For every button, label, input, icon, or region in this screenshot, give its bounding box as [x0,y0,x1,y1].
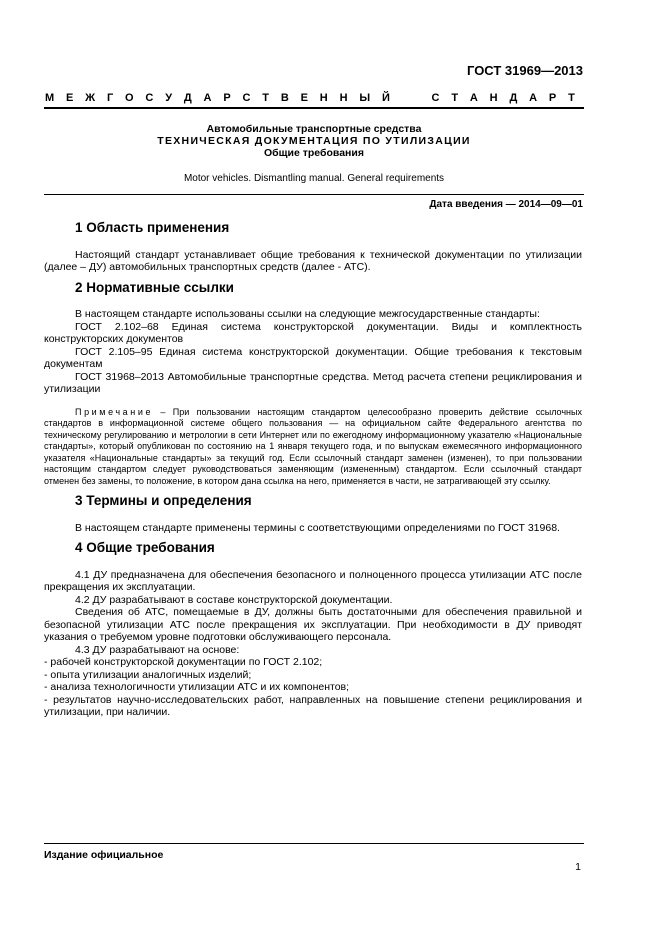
section-4-list-item: - опыта утилизации аналогичных изделий; [44,668,252,681]
section-4-list-item: - анализа технологичности утилизации АТС и их компонентов; [44,681,350,693]
banner-letter: Д [183,92,192,104]
banner-letter: А [529,92,538,104]
english-title: Motor vehicles. Dismantling manual. General requirements [183,173,445,184]
banner-letter: А [469,92,478,104]
title-line-1: Автомобильные транспортные средства [206,123,422,135]
banner-letter: Т [451,92,459,104]
section-4-list-item: - рабочей конструкторской документации по ГОСТ 2.102; [44,656,323,668]
banner-letter: Т [568,92,575,104]
section-4-list-item: - результатов научно-исследовательских работ, направленных на повышение степени рециклирования и утилизации, при наличии. [44,693,582,718]
banner-letter: Н [339,92,348,104]
document-title-block [44,123,584,159]
introduction-date: Дата введения — 2014—09—01 [429,199,583,210]
section-4-paragraph-1: 4.1 ДУ предназначена для обеспечения безопасного и полноценного процесса утилизации АТС после прекращения их эксплуатации. [44,568,582,593]
banner-letter: Н [319,92,328,104]
section-3-paragraph: В настоящем стандарте применены термины с соответствующими определениями по ГОСТ 31968. [75,521,560,534]
banner-letter: М [45,92,55,104]
section-4-paragraph-4: 4.3 ДУ разрабатывают на основе: [75,643,240,656]
header-rule [44,107,584,109]
banner-letter: О [125,92,134,104]
banner-letter: Е [66,92,74,104]
document-body [44,214,582,719]
banner-letter: Д [509,92,518,104]
banner-letter: Г [106,92,114,104]
banner-letter: Й [381,92,390,104]
banner-letter: Ж [85,92,96,104]
banner-letter: С [242,92,251,104]
banner-letter: Е [300,92,308,104]
note-label: Примечание [75,406,154,417]
section-2-note [44,407,582,488]
banner-letter: С [431,92,440,104]
section-4-heading: 4 Общие требования [75,540,215,555]
banner-letter: Т [262,92,270,104]
footer-rule [44,843,584,844]
section-2-paragraph-2: ГОСТ 2.102–68 Единая система конструкторской документации. Виды и комплектность конструкторских документов [44,320,582,345]
section-2-heading: 2 Нормативные ссылки [75,279,234,295]
section-1-heading: 1 Область применения [75,220,230,235]
banner-letter: У [165,92,173,104]
section-3-heading: 3 Термины и определения [75,493,252,508]
title-line-2: ТЕХНИЧЕСКАЯ ДОКУМЕНТАЦИЯ ПО УТИЛИЗАЦИИ [157,135,471,147]
banner-letter: Ы [359,92,371,104]
section-4-paragraph-3: Сведения об АТС, помещаемые в ДУ, должны быть достаточными для обеспечения правильной и безопасной утилизации АТС после прекращения их эксплуатации. При необходимости в ДУ приводят указания о требуемом уровне подготовки обслуживающего персонала. [44,606,582,643]
title-rule [44,194,584,195]
title-line-3: Общие требования [264,147,364,159]
banner-letter: С [145,92,154,104]
section-2-paragraph-3: ГОСТ 2.105–95 Единая система конструкторской документации. Общие требования к текстовым документам [44,345,582,370]
banner-letter: Н [489,92,498,104]
banner-letter: Р [223,92,231,104]
banner-gap [402,92,420,104]
page-number: 1 [575,861,581,873]
banner-letter: А [203,92,212,104]
section-1-paragraph: Настоящий стандарт устанавливает общие требования к технической документации по утилизации (далее – ДУ) автомобильных транспортных средств (далее - АТС). [44,248,582,273]
section-2-paragraph-1: В настоящем стандарте использованы ссылки на следующие межгосударственные стандарты: [75,308,540,320]
edition-label: Издание официальное [44,849,164,861]
note-text: – При пользовании настоящим стандартом целесообразно проверить действие ссылочных стандартов в информационной системе общего пользования — на официальном сайте Федерального агентства по техническому регулированию и метрологии в сети Интернет или по ежегодному информационному указателю «Национальные стандарты», который опубликован по состоянию на 1 января текущего года, и по выпускам ежемесячного информационного указателя «Национальные стандарты» за текущий год. Если ссылочный стандарт заменен (изменен), то при пользовании настоящим стандартом следует руководствоваться заменяющим (измененным) стандартом. Если ссылочный стандарт отменен без замены, то положение, в котором дана ссылка на него, применяется в части, не затрагивающей эту ссылку. [44,406,582,486]
banner-letter: Р [548,92,557,104]
section-2-paragraph-4: ГОСТ 31968–2013 Автомобильные транспортные средства. Метод расчета степени рециклирования и утилизации [44,370,582,395]
gost-code: ГОСТ 31969—2013 [467,63,583,78]
banner-letter: В [280,92,289,104]
interstate-standard-banner [45,92,575,104]
section-4-paragraph-2: 4.2 ДУ разрабатывают в составе конструкторской документации. [75,593,393,606]
